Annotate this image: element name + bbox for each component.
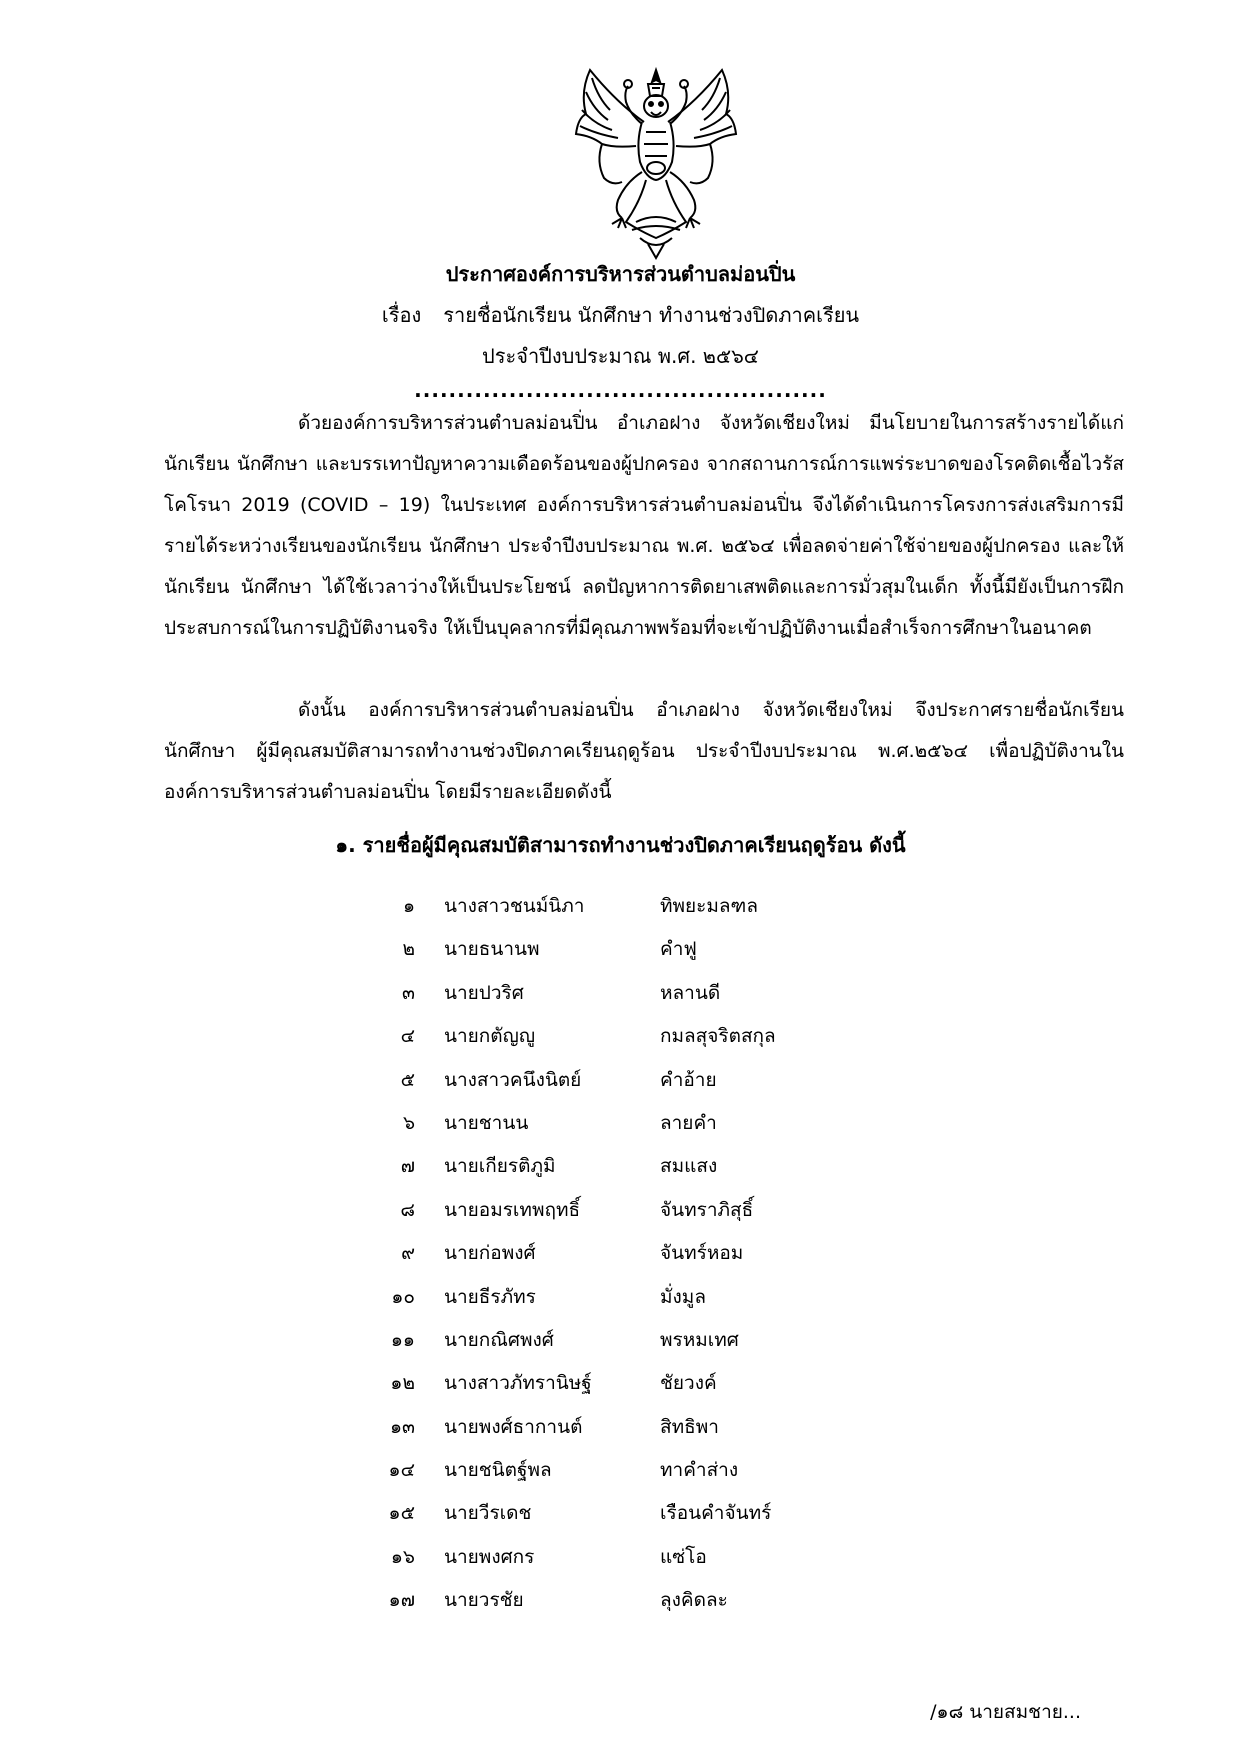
list-item: [380, 885, 880, 928]
first-name: นายชานน: [444, 1111, 529, 1134]
row-number: ๑๑: [390, 1328, 415, 1351]
last-name: พรหมเทศ: [660, 1328, 739, 1351]
subject-text: รายชื่อนักเรียน นักศึกษา ทำงานช่วงปิดภาคเรียน: [443, 303, 860, 327]
last-name: จันทร์หอม: [660, 1242, 744, 1265]
subject-label: เรื่อง: [381, 303, 422, 327]
last-name: ชัยวงค์: [660, 1372, 717, 1395]
announcement-subject: [0, 299, 1241, 331]
first-name: นางสาวคนึงนิตย์: [444, 1068, 582, 1091]
continuation-note: /๑๘ นายสมชาย...: [930, 1701, 1081, 1723]
row-number: ๓: [402, 981, 415, 1004]
row-number: ๑๐: [391, 1285, 415, 1308]
first-name: นายกณิศพงศ์: [444, 1328, 554, 1351]
row-number: ๑๗: [388, 1589, 415, 1612]
list-item: [380, 1102, 880, 1145]
row-number: ๑: [402, 895, 415, 917]
list-item: [380, 1232, 880, 1275]
last-name: ทิพยะมลฑล: [660, 895, 758, 917]
last-name: ทาคำส่าง: [660, 1459, 739, 1482]
row-number: ๒: [402, 938, 415, 961]
list-item: [380, 1276, 880, 1319]
row-number: ๗: [400, 1155, 415, 1178]
paragraph-intro: ด้วยองค์การบริหารส่วนตำบลม่อนปิ่น อำเภอฝาง จังหวัดเชียงใหม่ มีนโยบายในการสร้างรายได้แก่นักเรียน นักศึกษา และบรรเทาปัญหาความเดือดร้อนของผู้ปกครอง จากสถานการณ์การแพร่ระบาดของโรคติดเชื้อไวรัสโคโรนา 2019 (COVID – 19) ในประเทศ องค์การบริหารส่วนตำบลม่อนปิ่น จึงได้ดำเนินการโครงการส่งเสริมการมีรายได้ระหว่างเรียนของนักเรียน นักศึกษา ประจำปีงบประมาณ พ.ศ. ๒๕๖๔ เพื่อลดจ่ายค่าใช้จ่ายของผู้ปกครอง และให้นักเรียน นักศึกษา ได้ใช้เวลาว่างให้เป็นประโยชน์ ลดปัญหาการติดยาเสพติดและการมั่วสุมในเด็ก ทั้งนี้มียังเป็นการฝึกประสบการณ์ในการปฏิบัติงานจริง ให้เป็นบุคลากรที่มีคุณภาพพร้อมที่จะเข้าปฏิบัติงานเมื่อสำเร็จการศึกษาในอนาคต: [164, 412, 1124, 639]
last-name: สิทธิพา: [660, 1415, 719, 1438]
last-name: กมลสุจริตสกุล: [660, 1025, 776, 1048]
list-item: [380, 1189, 880, 1232]
row-number: ๘: [400, 1198, 415, 1221]
last-name: ลายคำ: [660, 1111, 717, 1134]
first-name: นายพงศ์ธากานต์: [444, 1415, 583, 1438]
paragraph-announcement: ดังนั้น องค์การบริหารส่วนตำบลม่อนปิ่น อำเภอฝาง จังหวัดเชียงใหม่ จึงประกาศรายชื่อนักเรียน นักศึกษา ผู้มีคุณสมบัติสามารถทำงานช่วงปิดภาคเรียนฤดูร้อน ประจำปีงบประมาณ พ.ศ.๒๕๖๔ เพื่อปฏิบัติงานในองค์การบริหารส่วนตำบลม่อนปิ่น โดยมีรายละเอียดดังนี้: [164, 699, 1124, 803]
first-name: นายชนิตฐ์พล: [444, 1459, 552, 1482]
first-name: นายอมรเทพฤทธิ์: [444, 1198, 581, 1221]
last-name: สมแสง: [660, 1155, 718, 1178]
row-number: ๑๓: [389, 1415, 415, 1438]
first-name: นายปวริศ: [444, 981, 524, 1004]
name-list: [380, 885, 880, 1623]
list-item: [380, 972, 880, 1015]
list-item: [380, 1145, 880, 1188]
separator-dots: ................................................: [414, 378, 827, 402]
section-1-title: ๑. รายชื่อผู้มีคุณสมบัติสามารถทำงานช่วงปิดภาคเรียนฤดูร้อน ดังนี้: [335, 833, 906, 857]
last-name: เรือนคำจันทร์: [660, 1502, 772, 1525]
first-name: นางสาวภัทรานิษฐ์: [444, 1372, 592, 1395]
last-name: มั่งมูล: [660, 1285, 706, 1308]
list-item: [380, 1362, 880, 1405]
last-name: ลุงคิดละ: [660, 1589, 728, 1612]
first-name: นายธีรภัทร: [444, 1285, 536, 1308]
list-item: [380, 1449, 880, 1492]
list-item: [380, 1015, 880, 1058]
row-number: ๔: [400, 1025, 415, 1048]
first-name: นางสาวชนม์นิภา: [444, 895, 585, 917]
first-name: นายก่อพงศ์: [444, 1242, 536, 1265]
list-item: [380, 1536, 880, 1579]
list-item: [380, 928, 880, 971]
last-name: คำฟู: [660, 938, 697, 961]
first-name: นายเกียรติภูมิ: [444, 1155, 556, 1178]
first-name: นายพงศกร: [444, 1545, 535, 1568]
last-name: จันทราภิสุธิ์: [660, 1198, 754, 1221]
row-number: ๕: [400, 1068, 415, 1091]
last-name: แซ่โอ: [660, 1545, 707, 1568]
first-name: นายกตัญญู: [444, 1025, 536, 1048]
row-number: ๑๒: [390, 1372, 415, 1395]
list-item: [380, 1406, 880, 1449]
row-number: ๑๔: [388, 1459, 415, 1482]
list-item: [380, 1059, 880, 1102]
row-number: ๖: [402, 1111, 415, 1134]
first-name: นายวีรเดช: [444, 1502, 532, 1525]
last-name: หลานดี: [660, 981, 721, 1004]
first-name: นายวรชัย: [444, 1589, 524, 1612]
garuda-emblem-icon: [556, 62, 756, 262]
last-name: คำอ้าย: [660, 1068, 717, 1091]
list-item: [380, 1492, 880, 1535]
first-name: นายธนานพ: [444, 938, 540, 961]
fiscal-year: ประจำปีงบประมาณ พ.ศ. ๒๕๖๔: [482, 344, 759, 368]
row-number: ๑๕: [388, 1502, 415, 1525]
announcement-title: ประกาศองค์การบริหารส่วนตำบลม่อนปิ่น: [445, 262, 796, 286]
row-number: ๙: [401, 1242, 415, 1265]
list-item: [380, 1579, 880, 1622]
row-number: ๑๖: [390, 1545, 415, 1568]
list-item: [380, 1319, 880, 1362]
